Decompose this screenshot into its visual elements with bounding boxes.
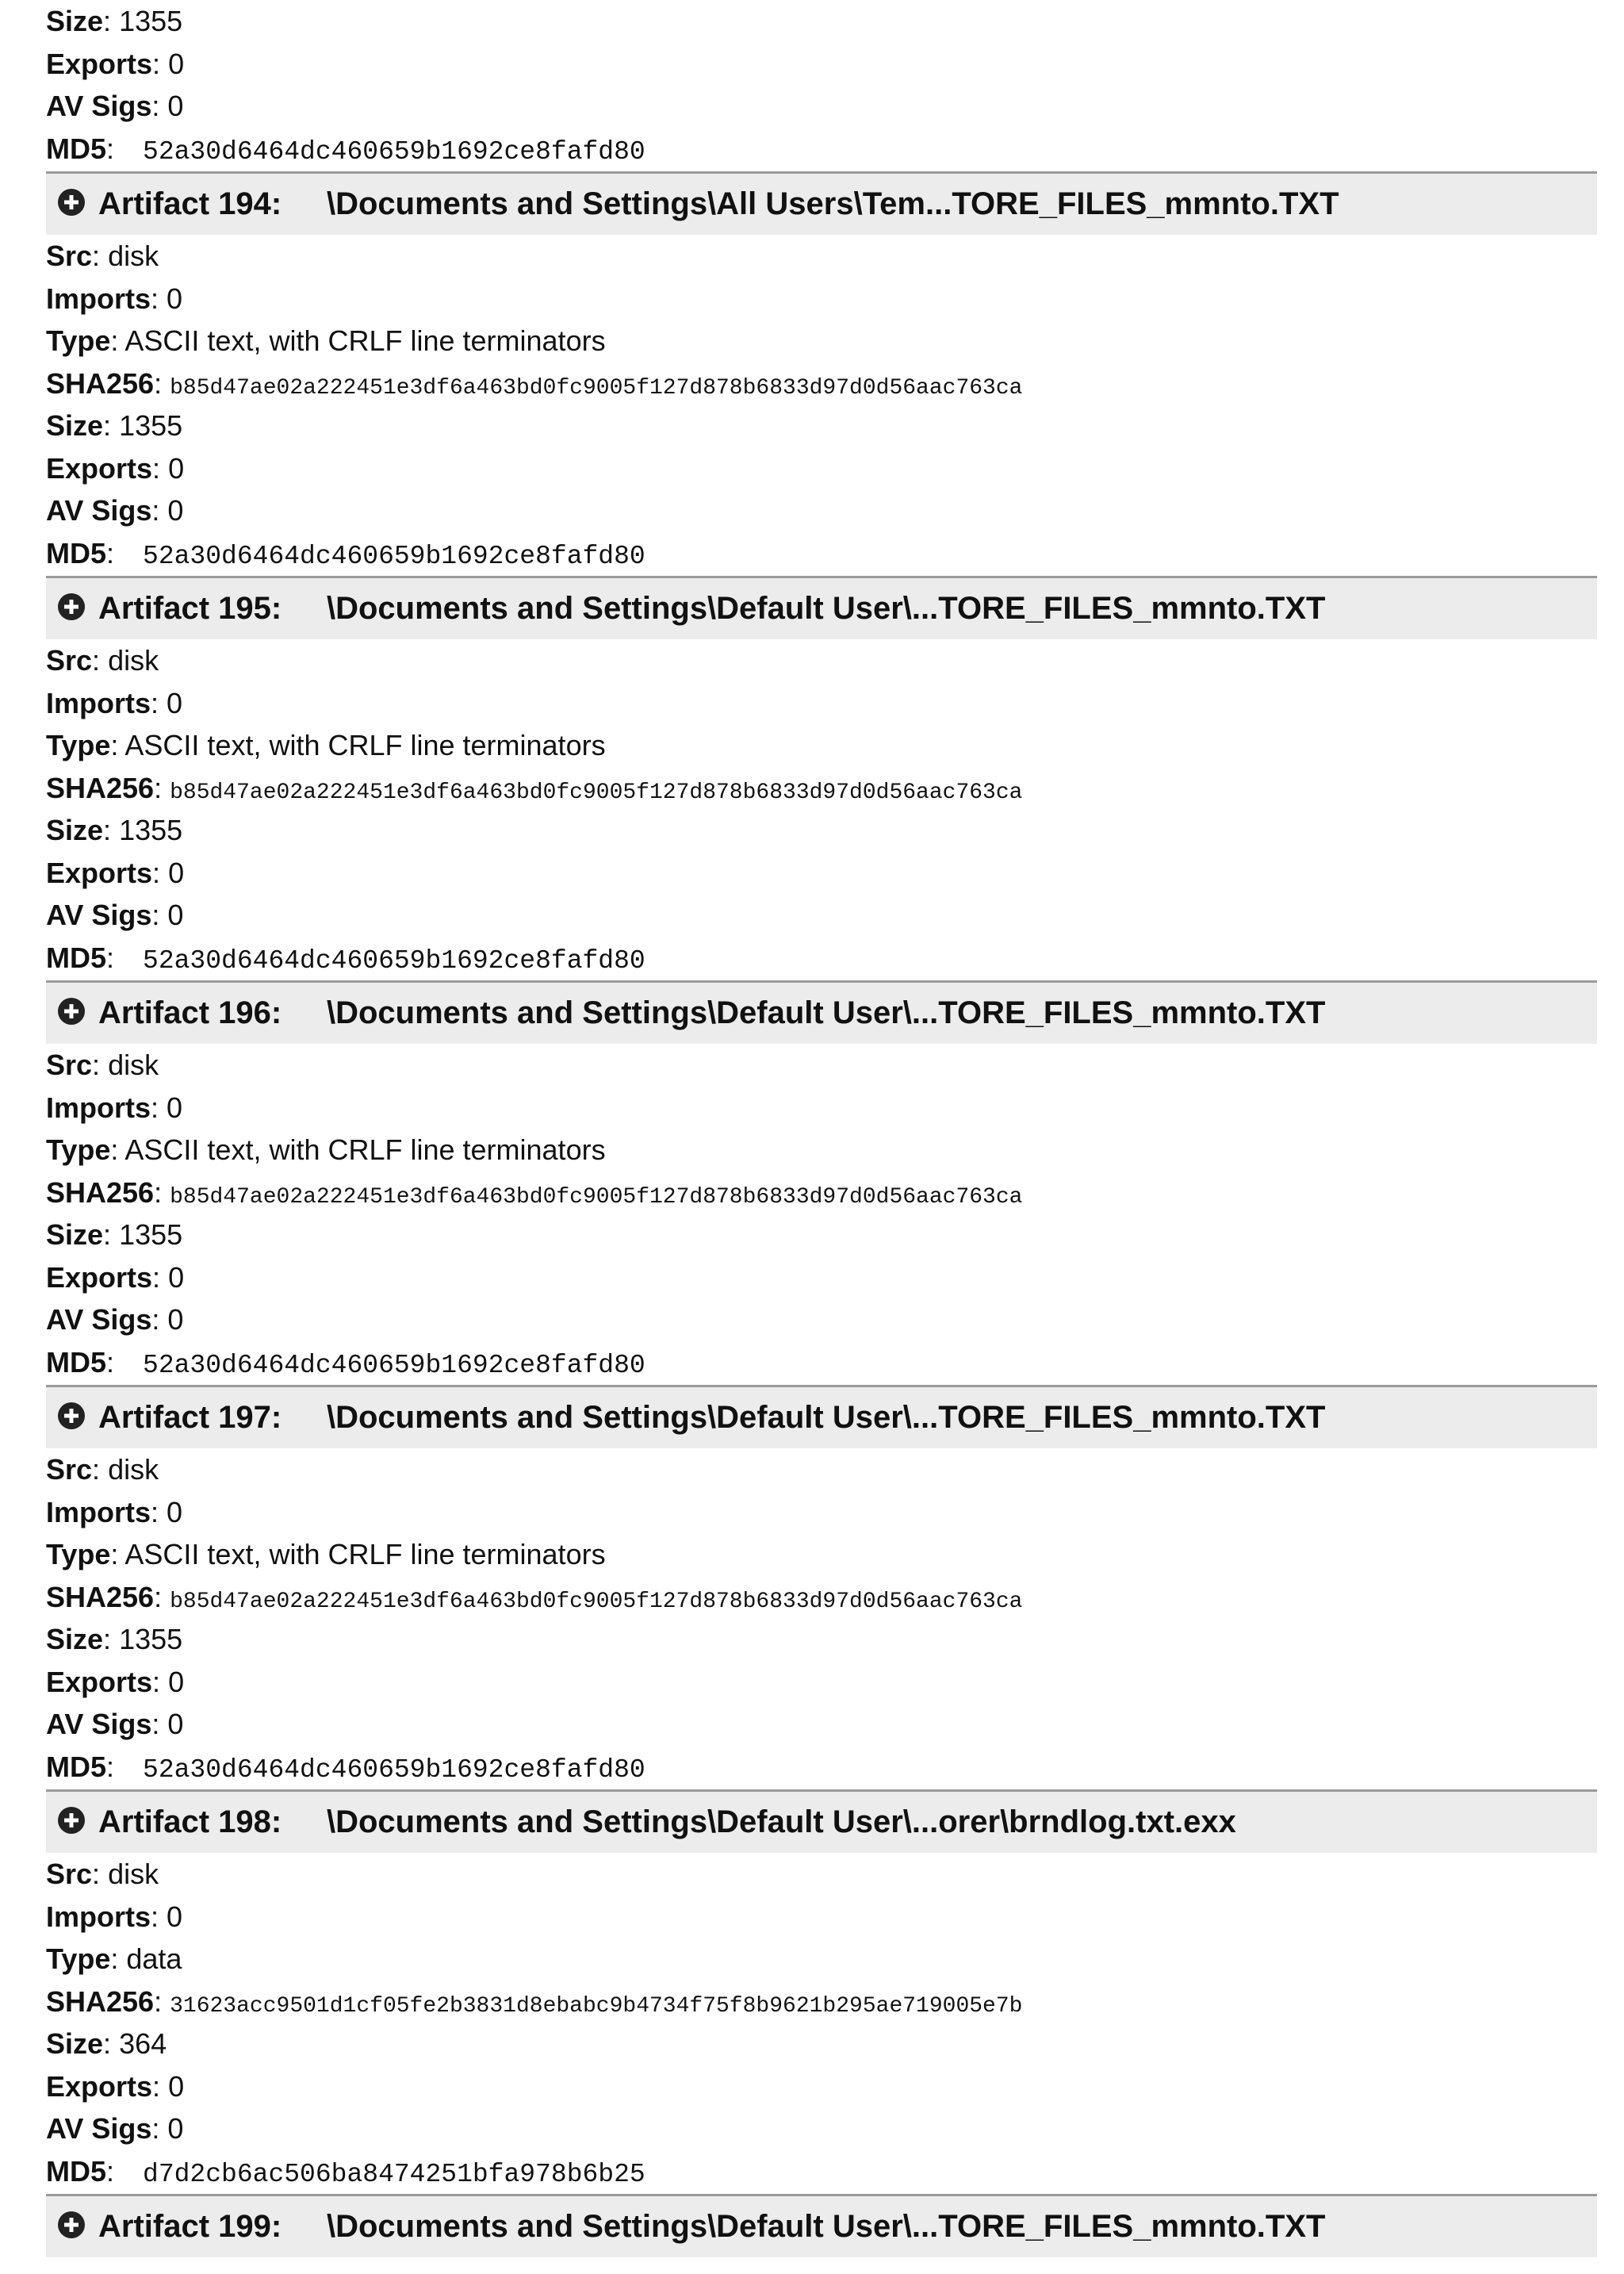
md5-label: MD5 xyxy=(46,132,107,165)
imports-value: 0 xyxy=(167,282,183,315)
exports-label: Exports xyxy=(46,1665,153,1698)
artifact-path: \Documents and Settings\Default User\...TORE_FILES_mmnto.TXT xyxy=(327,1400,1326,1435)
av-sigs-label: AV Sigs xyxy=(46,1708,152,1740)
md5-row: MD5: 52a30d6464dc460659b1692ce8fafd80 xyxy=(46,536,645,571)
imports-row: Imports: 0 xyxy=(46,1900,183,1933)
type-value: ASCII text, with CRLF line terminators xyxy=(124,1133,606,1166)
type-row: Type: ASCII text, with CRLF line terminators xyxy=(46,729,606,761)
exports-value: 0 xyxy=(168,2069,185,2103)
exports-value: 0 xyxy=(168,451,185,485)
type-label: Type xyxy=(46,1133,111,1166)
size-label: Size xyxy=(46,814,104,846)
src-label: Src xyxy=(46,1858,93,1890)
imports-value: 0 xyxy=(167,1091,183,1124)
type-row: Type: ASCII text, with CRLF line terminators xyxy=(46,1133,606,1166)
artifact-report xyxy=(46,0,1597,2257)
artifact-198 xyxy=(46,1789,1597,2192)
sha256-label: SHA256 xyxy=(46,366,155,400)
sha256-label: SHA256 xyxy=(46,1580,155,1613)
plus-circle-icon[interactable] xyxy=(57,188,86,217)
av-sigs-value: 0 xyxy=(167,494,184,527)
imports-row: Imports: 0 xyxy=(46,1495,183,1528)
imports-label: Imports xyxy=(46,282,151,315)
imports-value: 0 xyxy=(167,1495,183,1528)
md5-label: MD5 xyxy=(46,1750,107,1783)
md5-row: MD5: 52a30d6464dc460659b1692ce8fafd80 xyxy=(46,1750,645,1785)
sha256-row: SHA256: b85d47ae02a222451e3df6a463bd0fc9005f127d878b6833d97d0d56aac763ca xyxy=(46,771,1023,805)
artifact-header[interactable] xyxy=(46,1385,1597,1448)
sha256-value: b85d47ae02a222451e3df6a463bd0fc9005f127d878b6833d97d0d56aac763ca xyxy=(170,375,1023,401)
exports-label: Exports xyxy=(46,856,153,889)
md5-value: 52a30d6464dc460659b1692ce8fafd80 xyxy=(143,945,645,976)
imports-value: 0 xyxy=(167,1900,183,1933)
src-value: disk xyxy=(108,1049,159,1081)
md5-label: MD5 xyxy=(46,1345,107,1379)
sha256-row: SHA256: 31623acc9501d1cf05fe2b3831d8ebabc9b4734f75f8b9621b295ae719005e7b xyxy=(46,1984,1023,2019)
type-value: ASCII text, with CRLF line terminators xyxy=(124,1538,606,1570)
av-sigs-label: AV Sigs xyxy=(46,90,152,122)
md5-value: 52a30d6464dc460659b1692ce8fafd80 xyxy=(143,1350,645,1380)
exports-value: 0 xyxy=(168,47,185,80)
artifact-197 xyxy=(46,1385,1597,1788)
md5-label: MD5 xyxy=(46,2154,107,2188)
src-value: disk xyxy=(108,1858,159,1890)
md5-value: 52a30d6464dc460659b1692ce8fafd80 xyxy=(143,136,645,167)
src-row: Src: disk xyxy=(46,240,159,272)
artifact-header[interactable] xyxy=(46,2194,1597,2257)
imports-label: Imports xyxy=(46,1495,151,1528)
imports-label: Imports xyxy=(46,686,151,719)
src-value: disk xyxy=(108,1453,159,1486)
exports-label: Exports xyxy=(46,451,153,485)
sha256-row: SHA256: b85d47ae02a222451e3df6a463bd0fc9005f127d878b6833d97d0d56aac763ca xyxy=(46,1175,1023,1210)
av-sigs-row: AV Sigs: 0 xyxy=(46,1303,184,1336)
exports-row: Exports: 0 xyxy=(46,451,185,485)
exports-row: Exports: 0 xyxy=(46,856,185,889)
av-sigs-row: AV Sigs: 0 xyxy=(46,2112,184,2145)
md5-value: 52a30d6464dc460659b1692ce8fafd80 xyxy=(143,541,645,571)
size-value: 1355 xyxy=(119,1623,183,1655)
exports-value: 0 xyxy=(168,856,185,889)
sha256-row: SHA256: b85d47ae02a222451e3df6a463bd0fc9005f127d878b6833d97d0d56aac763ca xyxy=(46,1580,1023,1614)
md5-row: MD5: 52a30d6464dc460659b1692ce8fafd80 xyxy=(46,1345,645,1380)
type-value: ASCII text, with CRLF line terminators xyxy=(124,324,606,357)
av-sigs-value: 0 xyxy=(167,899,184,931)
av-sigs-value: 0 xyxy=(167,1303,184,1336)
size-value: 1355 xyxy=(119,5,183,37)
src-label: Src xyxy=(46,644,93,677)
av-sigs-row: AV Sigs: 0 xyxy=(46,899,184,931)
size-value: 1355 xyxy=(119,814,183,846)
sha256-value: 31623acc9501d1cf05fe2b3831d8ebabc9b4734f75f8b9621b295ae719005e7b xyxy=(170,1993,1023,2019)
imports-label: Imports xyxy=(46,1091,151,1124)
type-label: Type xyxy=(46,1538,111,1570)
artifact-path: \Documents and Settings\Default User\...TORE_FILES_mmnto.TXT xyxy=(327,2209,1326,2244)
md5-value: 52a30d6464dc460659b1692ce8fafd80 xyxy=(143,1754,645,1785)
size-row: Size: 1355 xyxy=(46,409,183,442)
artifact-194 xyxy=(46,171,1597,574)
artifact-label: Artifact 194: xyxy=(98,186,282,221)
exports-row: Exports: 0 xyxy=(46,47,185,80)
exports-label: Exports xyxy=(46,2069,153,2103)
plus-circle-icon[interactable] xyxy=(57,997,86,1026)
imports-value: 0 xyxy=(167,686,183,719)
src-row: Src: disk xyxy=(46,1858,159,1890)
exports-row: Exports: 0 xyxy=(46,1665,185,1698)
plus-circle-icon[interactable] xyxy=(57,592,86,621)
imports-row: Imports: 0 xyxy=(46,686,183,719)
type-value: ASCII text, with CRLF line terminators xyxy=(124,729,606,761)
imports-row: Imports: 0 xyxy=(46,1091,183,1124)
plus-circle-icon[interactable] xyxy=(57,1402,86,1430)
size-value: 1355 xyxy=(119,409,183,442)
size-value: 1355 xyxy=(119,1218,183,1251)
sha256-row: SHA256: b85d47ae02a222451e3df6a463bd0fc9005f127d878b6833d97d0d56aac763ca xyxy=(46,366,1023,401)
artifact-199 xyxy=(46,2194,1597,2257)
md5-label: MD5 xyxy=(46,536,107,569)
size-label: Size xyxy=(46,5,104,37)
size-row: Size: 1355 xyxy=(46,1218,183,1251)
type-value: data xyxy=(126,1942,182,1975)
artifact-header[interactable] xyxy=(46,1789,1597,1853)
sha256-label: SHA256 xyxy=(46,771,155,804)
av-sigs-label: AV Sigs xyxy=(46,899,152,931)
imports-label: Imports xyxy=(46,1900,151,1933)
sha256-label: SHA256 xyxy=(46,1984,155,2018)
type-row: Type: ASCII text, with CRLF line terminators xyxy=(46,324,606,357)
src-label: Src xyxy=(46,1049,93,1081)
artifact-path: \Documents and Settings\All Users\Tem...TORE_FILES_mmnto.TXT xyxy=(327,186,1339,221)
av-sigs-row: AV Sigs: 0 xyxy=(46,1708,184,1740)
artifact-path: \Documents and Settings\Default User\...TORE_FILES_mmnto.TXT xyxy=(327,591,1326,626)
type-label: Type xyxy=(46,729,111,761)
size-label: Size xyxy=(46,409,104,442)
artifact-label: Artifact 196: xyxy=(98,995,282,1030)
sha256-label: SHA256 xyxy=(46,1175,155,1209)
size-label: Size xyxy=(46,1623,104,1655)
type-row: Type: data xyxy=(46,1942,182,1975)
av-sigs-label: AV Sigs xyxy=(46,1303,152,1336)
av-sigs-row: AV Sigs: 0 xyxy=(46,90,184,122)
exports-row: Exports: 0 xyxy=(46,2069,185,2103)
artifact-label: Artifact 199: xyxy=(98,2209,282,2244)
av-sigs-label: AV Sigs xyxy=(46,2112,152,2145)
type-label: Type xyxy=(46,1942,111,1975)
artifact-label: Artifact 198: xyxy=(98,1804,282,1839)
artifact-path: \Documents and Settings\Default User\...TORE_FILES_mmnto.TXT xyxy=(327,995,1326,1030)
artifact-path: \Documents and Settings\Default User\...orer\brndlog.txt.exx xyxy=(327,1804,1236,1839)
sha256-value: b85d47ae02a222451e3df6a463bd0fc9005f127d878b6833d97d0d56aac763ca xyxy=(170,1589,1023,1614)
src-value: disk xyxy=(108,644,159,677)
imports-row: Imports: 0 xyxy=(46,282,183,315)
size-label: Size xyxy=(46,2027,104,2060)
size-label: Size xyxy=(46,1218,104,1251)
exports-value: 0 xyxy=(168,1260,185,1294)
exports-value: 0 xyxy=(168,1665,185,1698)
src-row: Src: disk xyxy=(46,644,159,677)
md5-row: MD5: d7d2cb6ac506ba8474251bfa978b6b25 xyxy=(46,2154,645,2189)
type-row: Type: ASCII text, with CRLF line terminators xyxy=(46,1538,606,1570)
av-sigs-value: 0 xyxy=(167,2112,184,2145)
plus-circle-icon[interactable] xyxy=(57,1806,86,1835)
md5-row: MD5: 52a30d6464dc460659b1692ce8fafd80 xyxy=(46,941,645,976)
exports-row: Exports: 0 xyxy=(46,1260,185,1294)
md5-value: d7d2cb6ac506ba8474251bfa978b6b25 xyxy=(143,2159,645,2189)
av-sigs-value: 0 xyxy=(167,1708,184,1740)
artifact-header[interactable] xyxy=(46,171,1597,235)
src-value: disk xyxy=(108,240,159,272)
md5-label: MD5 xyxy=(46,941,107,974)
size-row: Size: 1355 xyxy=(46,5,183,37)
md5-row: MD5: 52a30d6464dc460659b1692ce8fafd80 xyxy=(46,132,645,167)
artifact-record-partial xyxy=(46,0,1597,170)
size-row: Size: 1355 xyxy=(46,814,183,846)
av-sigs-row: AV Sigs: 0 xyxy=(46,494,184,527)
artifact-label: Artifact 197: xyxy=(98,1400,282,1435)
exports-label: Exports xyxy=(46,47,153,80)
sha256-value: b85d47ae02a222451e3df6a463bd0fc9005f127d878b6833d97d0d56aac763ca xyxy=(170,780,1023,805)
artifact-195 xyxy=(46,576,1597,979)
artifact-196 xyxy=(46,980,1597,1383)
artifact-header[interactable] xyxy=(46,576,1597,639)
type-label: Type xyxy=(46,324,111,357)
artifact-header[interactable] xyxy=(46,980,1597,1044)
av-sigs-value: 0 xyxy=(167,90,184,122)
src-label: Src xyxy=(46,1453,93,1486)
src-row: Src: disk xyxy=(46,1453,159,1486)
artifact-label: Artifact 195: xyxy=(98,591,282,626)
size-row: Size: 1355 xyxy=(46,1623,183,1655)
src-row: Src: disk xyxy=(46,1049,159,1081)
sha256-value: b85d47ae02a222451e3df6a463bd0fc9005f127d878b6833d97d0d56aac763ca xyxy=(170,1184,1023,1210)
src-label: Src xyxy=(46,240,93,272)
exports-label: Exports xyxy=(46,1260,153,1294)
av-sigs-label: AV Sigs xyxy=(46,494,152,527)
size-value: 364 xyxy=(119,2027,167,2060)
size-row: Size: 364 xyxy=(46,2027,167,2060)
plus-circle-icon[interactable] xyxy=(57,2211,86,2239)
